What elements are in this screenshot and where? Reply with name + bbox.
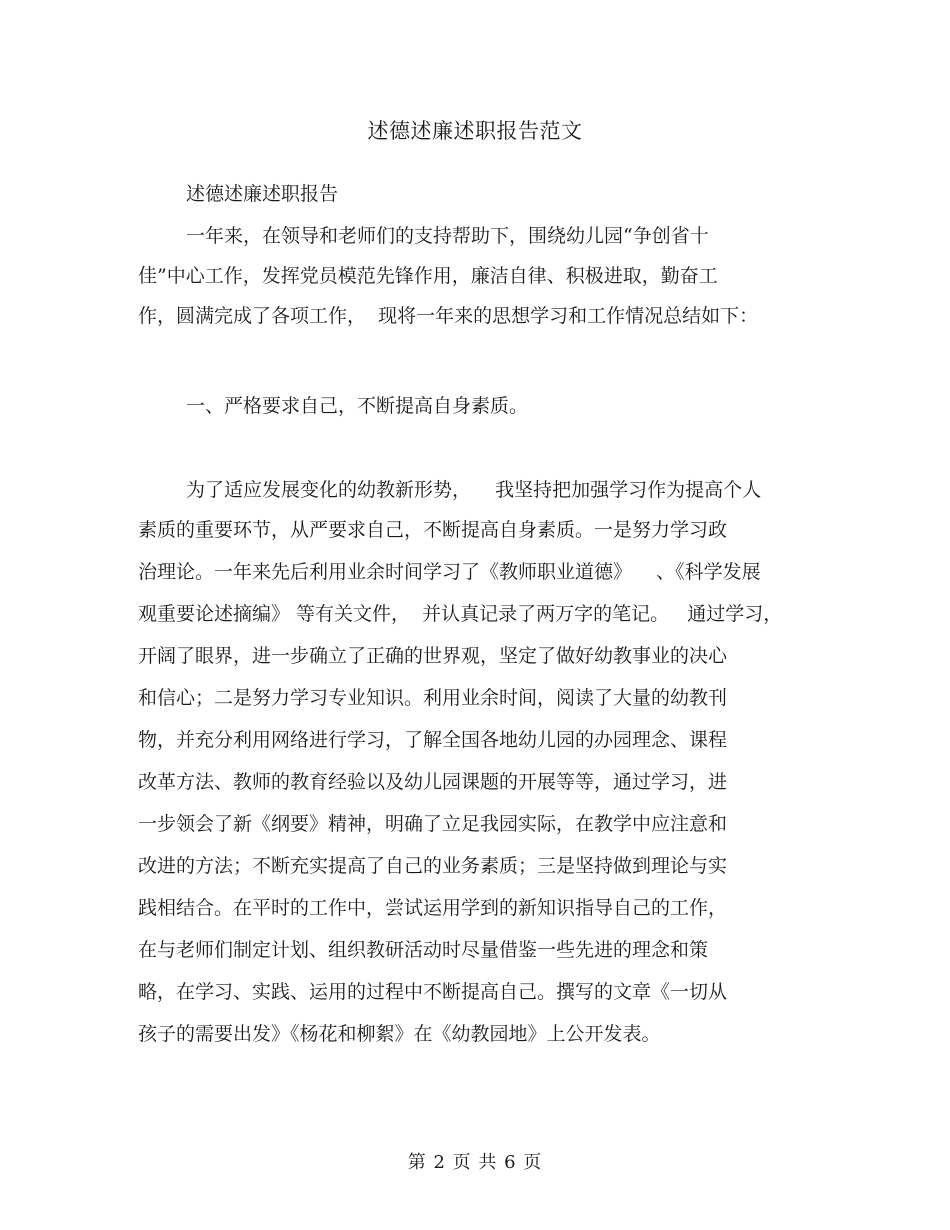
body-line: 改进的方法；不断充实提高了自己的业务素质；三是坚持做到理论与实 bbox=[138, 855, 728, 877]
body-line: 在与老师们制定计划、组织教研活动时尽量借鉴一些先进的理念和策 bbox=[138, 939, 709, 961]
intro-line: 作，圆满完成了各项工作， 现将一年来的思想学习和工作情况总结如下： bbox=[138, 305, 759, 327]
body-line: 开阔了眼界，进一步确立了正确的世界观，坚定了做好幼教事业的决心 bbox=[138, 645, 728, 667]
body-line: 和信心；二是努力学习专业知识。利用业余时间，阅读了大量的幼教刊 bbox=[138, 687, 728, 709]
intro-line: 佳”中心工作，发挥党员模范先锋作用，廉洁自律、积极进取，勤奋工 bbox=[138, 265, 718, 287]
body-line: 为了适应发展变化的幼教新形势， 我坚持把加强学习作为提高个人 bbox=[186, 479, 762, 501]
body-line: 略，在学习、实践、运用的过程中不断提高自己。撰写的文章《一切从 bbox=[138, 981, 728, 1003]
body-line: 治理论。一年来先后利用业余时间学习了《教师职业道德》 、《科学发展 bbox=[138, 561, 761, 583]
body-line: 改革方法、教师的教育经验以及幼儿园课题的开展等等，通过学习，进 bbox=[138, 771, 728, 793]
document-subtitle: 述德述廉述职报告 bbox=[186, 183, 339, 205]
body-line: 一步领会了新《纲要》精神，明确了立足我园实际，在教学中应注意和 bbox=[138, 813, 728, 835]
section-heading: 一、严格要求自己，不断提高自身素质。 bbox=[186, 395, 529, 417]
document-title: 述德述廉述职报告范文 bbox=[367, 119, 583, 143]
body-line: 物，并充分利用网络进行学习，了解全国各地幼儿园的办园理念、课程 bbox=[138, 729, 728, 751]
body-line: 素质的重要环节，从严要求自己，不断提高自身素质。一是努力学习政 bbox=[138, 519, 728, 541]
intro-line: 一年来，在领导和老师们的支持帮助下，围绕幼儿园“争创省十 bbox=[186, 225, 709, 247]
page-number: 第 2 页 共 6 页 bbox=[407, 1152, 543, 1173]
body-line: 孩子的需要出发》《杨花和柳絮》在《幼教园地》上公开发表。 bbox=[138, 1023, 661, 1045]
body-line: 观重要论述摘编》 等有关文件， 并认真记录了两万字的笔记。 通过学习， bbox=[138, 603, 783, 625]
body-line: 践相结合。在平时的工作中，尝试运用学到的新知识指导自己的工作， bbox=[138, 897, 728, 919]
